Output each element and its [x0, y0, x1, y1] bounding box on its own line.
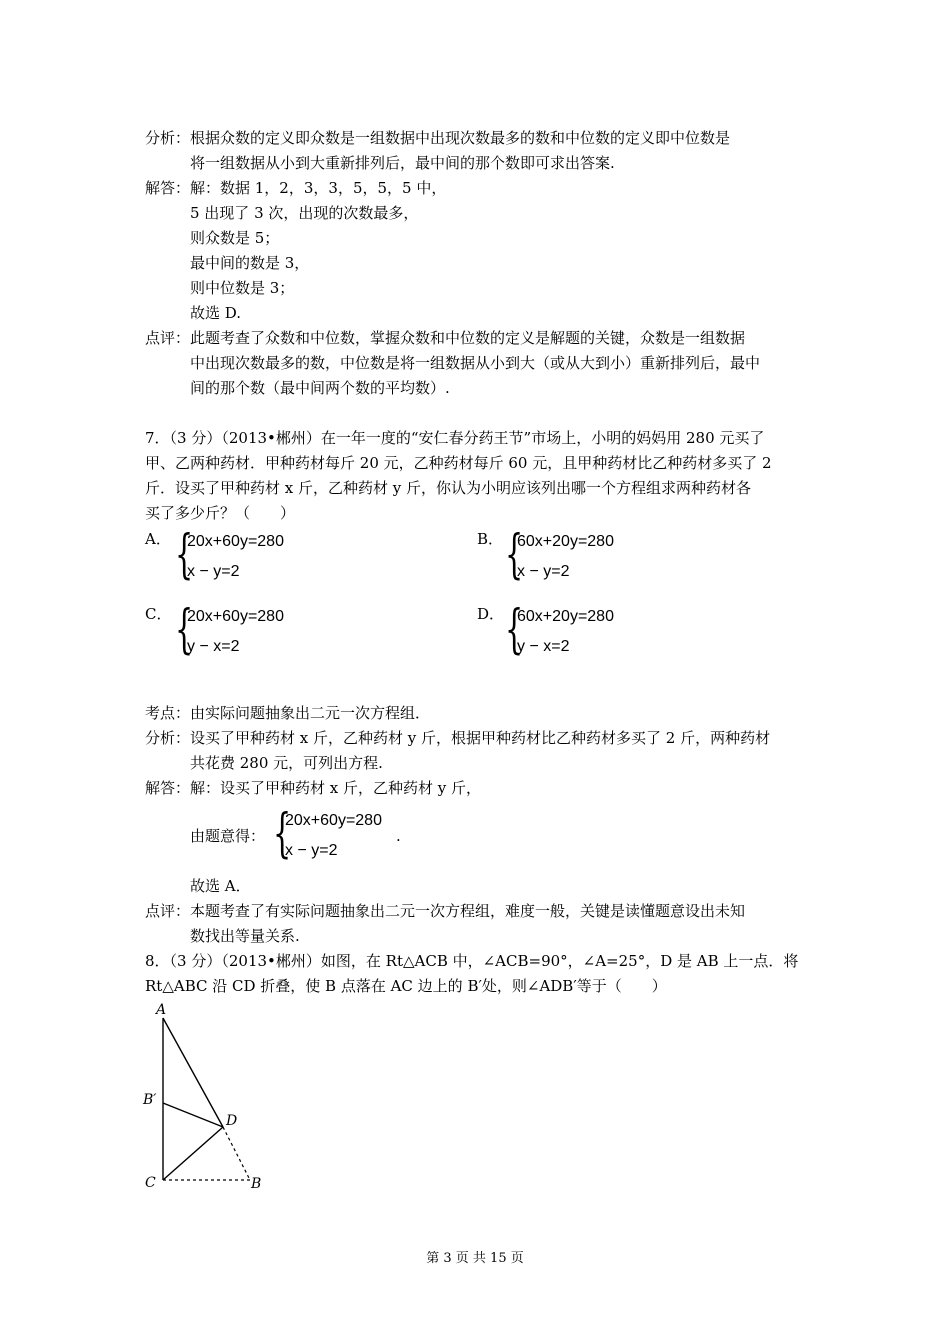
option-eq-1: 20x+60y=280 — [187, 533, 284, 550]
q7-comment-line-1: 本题考查了有实际问题抽象出二元一次方程组，难度一般，关键是读懂题意设出未知 — [190, 902, 746, 920]
q6-analysis-label: 分析： — [145, 129, 191, 147]
segment-db-dashed — [223, 1127, 250, 1180]
brace-icon: { — [273, 804, 292, 864]
q7-option-c[interactable] — [145, 603, 171, 624]
option-eq-2: y − x=2 — [517, 638, 570, 655]
brace-icon: { — [505, 600, 524, 660]
q7-option-b[interactable] — [477, 528, 503, 549]
q7-analysis-line-2: 共花费 280 元，可列出方程. — [190, 754, 383, 772]
q8-stem-line-2: Rt△ABC 沿 CD 折叠，使 B 点落在 AC 边上的 B′处，则∠ADB′等于（ ） — [145, 977, 667, 995]
q7-answer-suffix: . — [396, 827, 401, 845]
q6-answer-line-2: 5 出现了 3 次，出现的次数最多， — [190, 204, 419, 222]
q7-answer-prefix: 由题意得： — [190, 827, 266, 845]
q6-answer-line-6: 故选 D. — [190, 304, 242, 322]
q7-option-d-system — [505, 600, 645, 664]
q7-point-label: 考点： — [145, 704, 191, 722]
option-label: A． — [145, 530, 171, 548]
q7-stem-line-4: 买了多少斤？（ ） — [145, 504, 296, 522]
q6-analysis-line-1: 根据众数的定义即众数是一组数据中出现次数最多的数和中位数的定义即中位数是 — [190, 129, 731, 147]
q7-stem-line-3: 斤．设买了甲种药材 x 斤，乙种药材 y 斤，你认为小明应该列出哪一个方程组求两种药材各 — [145, 479, 752, 497]
option-label: D． — [477, 605, 505, 623]
option-label: C． — [145, 605, 172, 623]
q7-option-a[interactable] — [145, 528, 171, 549]
option-eq-2: y − x=2 — [187, 638, 240, 655]
q7-option-b-system — [505, 525, 645, 589]
option-eq-1: 60x+20y=280 — [517, 608, 614, 625]
segment-cd — [163, 1127, 223, 1180]
q6-comment-line-3: 间的那个数（最中间两个数的平均数）. — [190, 379, 450, 397]
q7-analysis-line-1: 设买了甲种药材 x 斤，乙种药材 y 斤，根据甲种药材比乙种药材多买了 2 斤，两种药材 — [190, 729, 771, 747]
q7-stem-line-1: 7．（3 分）（2013•郴州）在一年一度的“安仁春分药王节”市场上，小明的妈妈用 280 元买了 — [145, 429, 765, 447]
q6-answer-line-3: 则众数是 5； — [190, 229, 280, 247]
option-eq-1: 60x+20y=280 — [517, 533, 614, 550]
q7-stem-line-2: 甲、乙两种药材．甲种药材每斤 20 元，乙种药材每斤 60 元，且甲种药材比乙种药材多买了 2 — [145, 454, 772, 472]
answer-eq-1: 20x+60y=280 — [285, 812, 382, 829]
q6-analysis-line-2: 将一组数据从小到大重新排列后，最中间的那个数即可求出答案. — [190, 154, 615, 172]
label-c: C — [145, 1175, 156, 1191]
label-d: D — [226, 1113, 238, 1129]
segment-bpd — [163, 1103, 223, 1127]
label-b: B — [251, 1176, 262, 1192]
label-a: A — [156, 1002, 167, 1018]
q8-stem-line-1: 8．（3 分）（2013•郴州）如图，在 Rt△ACB 中，∠ACB=90°，∠A=25°，D 是 AB 上一点．将 — [145, 952, 799, 970]
answer-eq-2: x − y=2 — [285, 842, 338, 859]
brace-icon: { — [175, 525, 194, 585]
q7-point-text: 由实际问题抽象出二元一次方程组． — [190, 704, 431, 722]
q7-analysis-label: 分析： — [145, 729, 191, 747]
q6-answer-line-4: 最中间的数是 3， — [190, 254, 310, 272]
brace-icon: { — [175, 600, 194, 660]
q7-answer-system — [273, 804, 403, 868]
q6-answer-line-1: 解：数据 1，2，3，3，5，5，5 中， — [190, 179, 447, 197]
q7-answer-choice: 故选 A． — [190, 877, 251, 895]
q7-option-a-system — [175, 525, 315, 589]
segment-ad — [163, 1018, 223, 1127]
q7-answer-line-1: 解：设买了甲种药材 x 斤，乙种药材 y 斤， — [190, 779, 482, 797]
label-b-prime: B′ — [143, 1092, 157, 1108]
q6-answer-line-5: 则中位数是 3； — [190, 279, 295, 297]
option-label: B． — [477, 530, 504, 548]
q7-option-c-system — [175, 600, 315, 664]
brace-icon: { — [505, 525, 524, 585]
option-eq-2: x − y=2 — [517, 563, 570, 580]
page-footer: 第 3 页 共 15 页 — [426, 1251, 524, 1266]
option-eq-2: x − y=2 — [187, 563, 240, 580]
q6-comment-line-1: 此题考查了众数和中位数，掌握众数和中位数的定义是解题的关键，众数是一组数据 — [190, 329, 746, 347]
q6-comment-line-2: 中出现次数最多的数，中位数是将一组数据从小到大（或从大到小）重新排列后，最中 — [190, 354, 761, 372]
q7-comment-label: 点评： — [145, 902, 191, 920]
q7-option-d[interactable] — [477, 603, 504, 624]
q6-answer-label: 解答： — [145, 179, 191, 197]
q7-comment-line-2: 数找出等量关系. — [190, 927, 300, 945]
q7-answer-label: 解答： — [145, 779, 191, 797]
q6-comment-label: 点评： — [145, 329, 191, 347]
option-eq-1: 20x+60y=280 — [187, 608, 284, 625]
